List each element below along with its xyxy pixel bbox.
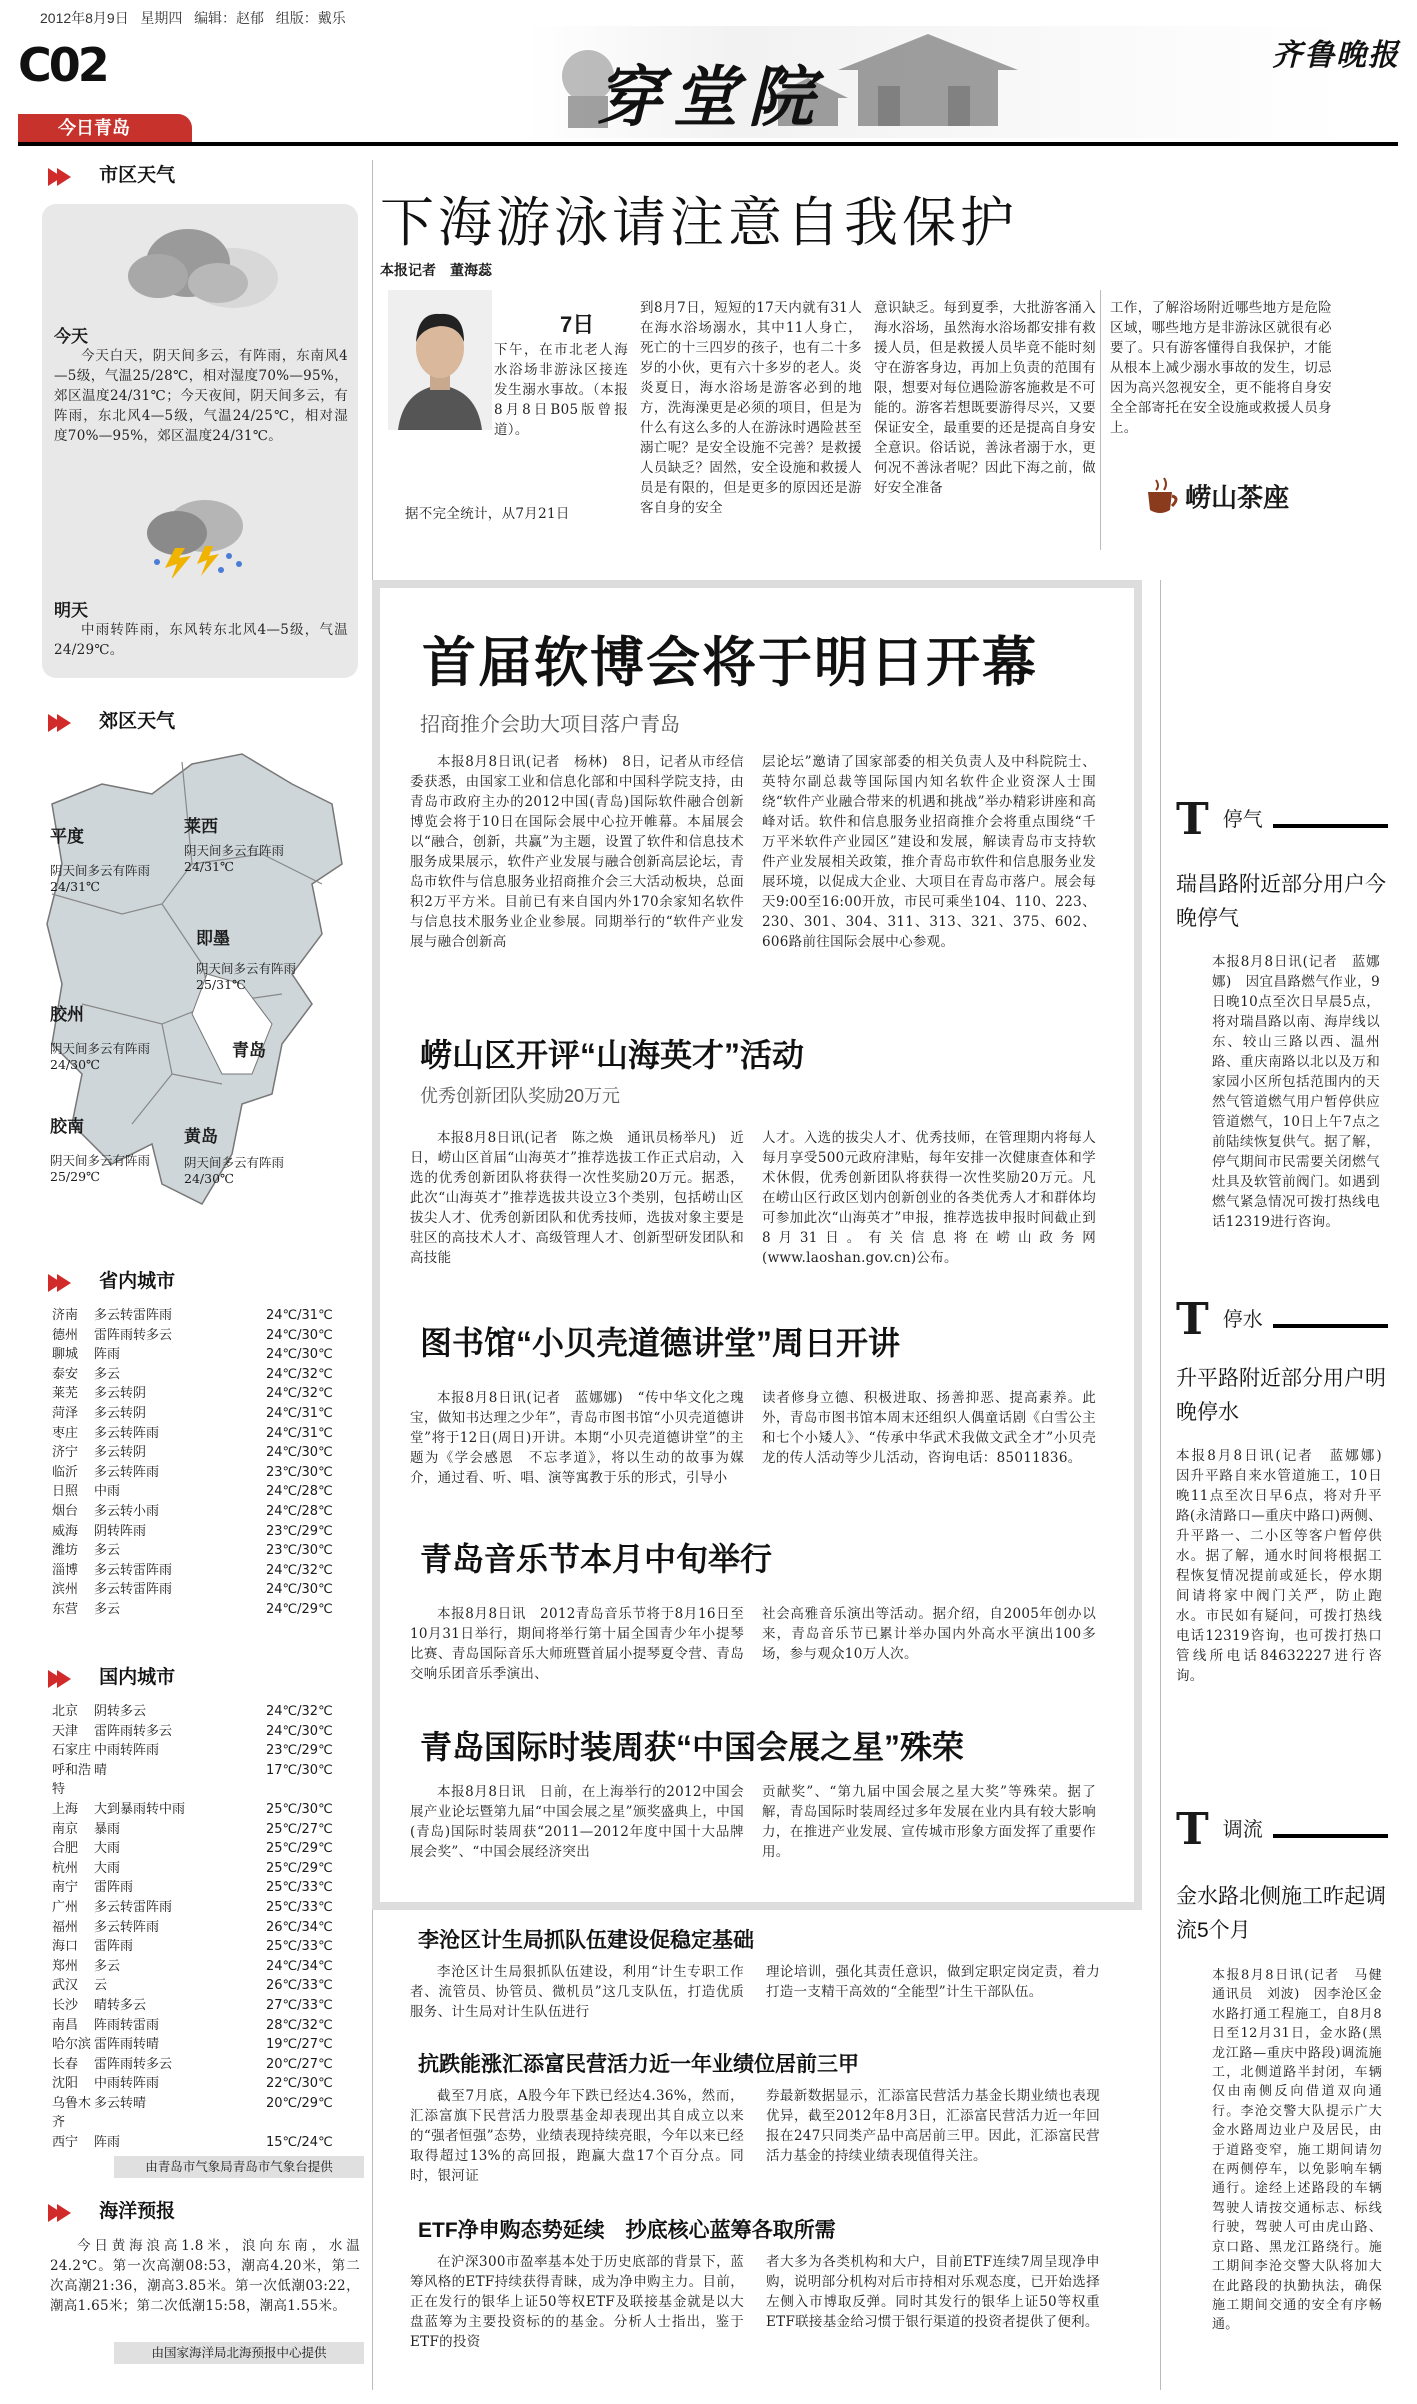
lead-title: 下海游泳请注意自我保护	[380, 193, 1018, 253]
art5-title: 青岛国际时装周获“中国会展之星”殊荣	[420, 1729, 965, 1765]
city-temp: 24℃/34℃	[266, 1958, 333, 1974]
city-temp: 24℃/30℃	[266, 1327, 333, 1343]
city-name: 菏泽	[52, 1405, 79, 1421]
city-weather: 多云转雷阵雨	[94, 1899, 173, 1915]
city-name: 福州	[52, 1919, 79, 1935]
ocean-heading: 海洋预报	[48, 2196, 175, 2223]
city-weather: 阵雨	[94, 2135, 121, 2151]
city-name: 西宁	[52, 2135, 79, 2151]
notice-traffic-text: 本报8月8日讯(记者 马健 通讯员 刘波) 因李沧区金水路打通工程施工，自8月8日至12月31日，金水路(黑龙江路—重庆中路段)调流施工，北侧道路半封闭，车辆仅由南侧反向借道双向通行。李沧交警大队提示广大金水路周边业户及居民，由于道路变窄，施工期间请勿在两侧停车，以免影响车辆通行。途经上述路段的车辆驾驶人请按交通标志、标线行驶，驾驶人可由虎山路、京口路、黑龙江路绕行。施工期间李沧交警大队将加大在此路段的执勤执法，确保施工期间交通的安全有序畅通。	[1212, 1968, 1396, 2333]
city-name: 沈阳	[52, 2076, 79, 2092]
city-temp: 23℃/29℃	[266, 1743, 333, 1759]
city-name: 泰安	[52, 1366, 79, 1382]
city-weather: 大到暴雨转中雨	[94, 1801, 186, 1817]
city-weather: 多云	[94, 1366, 121, 1382]
province-cities-table	[52, 1306, 352, 1620]
art4-title: 青岛音乐节本月中旬举行	[420, 1541, 773, 1577]
city-name: 淄博	[52, 1562, 79, 1578]
lead-dateline: 7日	[560, 312, 595, 337]
city-name: 烟台	[52, 1503, 79, 1519]
city-name: 上海	[52, 1801, 79, 1817]
art5-col1: 本报8月8日讯 日前，在上海举行的2012中国会展产业论坛暨第九届“中国会展之星”颁奖盛典上，中国(青岛)国际时装周获“2011—2012年度中国十大品牌展会奖”、“中国会展经济突出	[410, 1784, 744, 1860]
notice-gas-title: 瑞昌路附近部分用户今晚停气	[1176, 873, 1386, 930]
city-row	[52, 1839, 352, 1859]
city-weather: 多云转雷阵雨	[94, 1562, 173, 1578]
city-temp: 20℃/29℃	[266, 2095, 333, 2111]
city-weather: 大雨	[94, 1841, 121, 1857]
art5-col2: 贡献奖”、“第九届中国会展之星大奖”等殊荣。据了解，青岛国际时装周经过多年发展在业内具有较大影响力，在推进产业发展、宣传城市形象方面发挥了重要作用。	[762, 1784, 1096, 1860]
notice-traffic-title: 金水路北侧施工昨起调流5个月	[1176, 1885, 1386, 1942]
city-name: 石家庄	[52, 1743, 92, 1759]
city-name: 济宁	[52, 1445, 79, 1461]
city-name: 呼和浩特	[52, 1762, 92, 1798]
city-temp: 22℃/30℃	[266, 2076, 333, 2092]
art8-title: ETF净申购态势延续 抄底核心蓝筹各取所需	[418, 2219, 836, 2242]
lead-col2: 到8月7日，短短的17天内就有31人在海水浴场溺水，其中11人身亡，死亡的十三四岁的孩子，也有二十多岁的小伙，更有六十多岁的老人。炎炎夏日，海水浴场是游客必到的地方，洗海澡更是必须的项目，但是为什么有这么多的人在游泳时遇险甚至溺亡呢？是安全设施不完善？是救援人员缺乏？固然，安全设施和救援人员是有限的，但是更多的原因还是游客自身的安全	[640, 300, 862, 516]
city-temp: 24℃/30℃	[266, 1582, 333, 1598]
suburb-area-laixi: 莱西 阴天间多云有阵雨 24/31℃	[184, 817, 285, 874]
notice-water-text: 本报8月8日讯(记者 蓝娜娜) 因升平路自来水管道施工，10日晚11点至次日早6点，将对升平路(永清路口—重庆中路口)两侧、升平路一、二小区等客户暂停供水。据了解，通水时间将根据工程恢复情况提前或延长，停水期间请将家中阀门关严，防止跑水。市民如有疑问，可拨打热线电话12319咨询，也可拨打热口管线所电话84632227进行咨询。	[1176, 1448, 1396, 1684]
cloudy-icon	[118, 218, 288, 322]
city-weather: 云	[94, 1978, 108, 1994]
city-weather: 阵雨	[94, 1347, 121, 1363]
art1-subtitle: 招商推介会助大项目落户青岛	[420, 714, 680, 736]
city-weather: 阴转多云	[94, 1704, 147, 1719]
city-temp: 26℃/33℃	[266, 1978, 333, 1994]
arrow-icon	[57, 714, 71, 732]
city-name: 滨州	[52, 1582, 79, 1598]
art7-title: 抗跌能涨汇添富民营活力近一年业绩位居前三甲	[418, 2053, 859, 2076]
city-row	[52, 1918, 352, 1938]
city-temp: 25℃/33℃	[266, 1939, 333, 1955]
art6-title: 李沧区计生局抓队伍建设促稳定基础	[418, 1929, 754, 1952]
city-row	[52, 1722, 352, 1742]
city-temp: 24℃/29℃	[266, 1601, 333, 1617]
city-row	[52, 2016, 352, 2036]
domestic-cities-table	[52, 1702, 352, 2153]
ocean-source: 由国家海洋局北海预报中心提供	[114, 2342, 364, 2364]
city-name: 枣庄	[52, 1425, 79, 1441]
city-temp: 24℃/32℃	[266, 1366, 333, 1382]
city-weather: 暴雨	[94, 1821, 121, 1837]
lead-col1-tail: 据不完全统计，从7月21日	[405, 506, 570, 522]
art2-col2: 人才。入选的拔尖人才、优秀技师，在管理期内将每人每月享受500元政府津贴，每年安排一次健康查体和学术休假，优秀创新团队将获得一次性奖励20万元。凡在崂山区行政区划内创新创业的各类优秀人才和群体均可参加此次“山海英才”申报，推荐选拔申报时间截止到8月31日。有关信息将在崂山政务网(www.laoshan.gov.cn)公布。	[762, 1130, 1096, 1266]
thunderstorm-icon	[135, 488, 255, 582]
city-temp: 25℃/33℃	[266, 1899, 333, 1915]
city-weather: 晴转多云	[94, 1997, 147, 2013]
city-row	[52, 1306, 352, 1326]
art7-col2: 券最新数据显示，汇添富民营活力基金长期业绩也表现优异，截至2012年8月3日，汇添富民营活力近一年回报在247只同类产品中高居前三甲。因此，汇添富民营活力基金的持续业绩表现值得关注。	[766, 2088, 1100, 2164]
notice-gas-label: T 停气	[1176, 798, 1388, 842]
weather-source: 由青岛市气象局青岛市气象台提供	[114, 2156, 364, 2178]
city-weather: 多云转阵雨	[94, 1425, 160, 1441]
city-temp: 15℃/24℃	[266, 2135, 333, 2151]
city-row	[52, 2074, 352, 2094]
suburb-area-huangdao: 黄岛 阴天间多云有阵雨 24/30℃	[184, 1127, 285, 1186]
city-row	[52, 1522, 352, 1542]
city-weather: 多云转小雨	[94, 1503, 160, 1519]
today-weather-text: 今天白天，阴天间多云，有阵雨，东南风4—5级，气温25/28℃，相对湿度70%—95%，郊区温度24/31℃；今天夜间，阴天间多云，有阵雨，东北风4—5级，气温24/25℃，相对湿度70%—95%，郊区温度24/31℃。	[54, 348, 348, 444]
city-name: 天津	[52, 1723, 79, 1739]
notice-water-title: 升平路附近部分用户明晚停水	[1176, 1367, 1386, 1424]
notice-gas-text: 本报8月8日讯(记者 蓝娜娜) 因宜昌路燃气作业，9日晚10点至次日早晨5点，将对瑞昌路以南、海岸线以东、较山三路以西、温州路、重庆南路以北以及万和家园小区所包括范围内的天然气管道燃气用户暂停供应管道燃气，10日上午7点之前陆续恢复供气。据了解，停气期间市民需要关闭燃气灶具及软管前阀门。如遇到燃气紧急情况可拨打热线电话12319进行咨询。	[1212, 954, 1380, 1230]
city-row	[52, 1463, 352, 1483]
city-name: 南昌	[52, 2017, 79, 2033]
city-temp: 24℃/30℃	[266, 1723, 333, 1739]
city-temp: 25℃/29℃	[266, 1860, 333, 1876]
city-row	[52, 1878, 352, 1898]
city-name: 莱芜	[52, 1386, 79, 1402]
city-temp: 24℃/31℃	[266, 1425, 333, 1441]
city-weather: 多云转阵雨	[94, 1919, 160, 1935]
city-weather: 多云转雷阵雨	[94, 1308, 173, 1323]
city-weather: 雷阵雨转晴	[94, 2037, 160, 2053]
city-weather: 多云	[94, 1958, 121, 1974]
province-cities-heading: 省内城市	[48, 1266, 175, 1293]
city-temp: 24℃/30℃	[266, 1445, 333, 1461]
city-temp: 20℃/27℃	[266, 2056, 333, 2072]
city-weather: 多云转阵雨	[94, 1464, 160, 1480]
city-name: 乌鲁木齐	[52, 2095, 92, 2131]
city-temp: 24℃/32℃	[266, 1562, 333, 1578]
city-name: 长沙	[52, 1997, 79, 2013]
city-temp: 28℃/32℃	[266, 2017, 333, 2033]
city-row	[52, 1424, 352, 1444]
city-name: 海口	[52, 1939, 79, 1955]
city-temp: 25℃/30℃	[266, 1801, 333, 1817]
city-name: 日照	[52, 1484, 79, 1500]
notice-traffic-label: T 调流	[1176, 1808, 1388, 1852]
art1-col2: 层论坛”邀请了国家部委的相关负责人及中科院院士、英特尔副总裁等国际国内知名软件企业资深人士围绕“软件产业融合带来的机遇和挑战”举办精彩讲座和高峰对话。软件和信息服务业招商推介会将重点围绕“千万平米软件产业园区”建设和发展，解读青岛市支持软件产业发展相关政策，推介青岛市软件和信息服务业发展环境，以促成大企业、大项目在青岛市落户。展会每天9:00至16:00开放，市民可乘坐104、110、223、230、301、304、311、313、321、375、602、606路前往国际会展中心参观。	[762, 754, 1096, 950]
city-weather: 晴	[94, 1762, 108, 1778]
city-row	[52, 1326, 352, 1346]
city-weather: 多云	[94, 1601, 121, 1617]
city-name: 东营	[52, 1601, 79, 1617]
city-weather: 中雨转阵雨	[94, 2076, 160, 2092]
arrow-icon	[57, 2204, 71, 2222]
suburb-area-jiaozhou: 胶州 阴天间多云有阵雨 24/30℃	[50, 1005, 151, 1072]
city-temp: 24℃/28℃	[266, 1503, 333, 1519]
section-tab: 今日青岛	[18, 114, 192, 142]
city-weather: 雷阵雨	[94, 1939, 134, 1955]
city-row	[52, 1345, 352, 1365]
city-temp: 27℃/33℃	[266, 1997, 333, 2013]
lead-col3: 意识缺乏。每到夏季，大批游客涌入海水浴场，虽然海水浴场都安排有救援人员，但是救援人员毕竟不能时刻守在游客身边，再加上负责的范围有限，想要对每位遇险游客施救是不可能的。游客若想既要游得尽兴，又要保证安全，最重要的还是提高自身安全意识。俗话说，善泳者溺于水，更何况不善泳者呢？因此下海之前，做好安全准备	[874, 300, 1096, 496]
city-temp: 26℃/34℃	[266, 1919, 333, 1935]
city-name: 威海	[52, 1523, 79, 1539]
reporter-photo	[388, 290, 492, 430]
city-weather: 雷阵雨转多云	[94, 1723, 173, 1739]
city-row	[52, 1957, 352, 1977]
city-temp: 19℃/27℃	[266, 2037, 333, 2053]
city-row	[52, 2035, 352, 2055]
city-name: 南宁	[52, 1880, 79, 1896]
city-row	[52, 1976, 352, 1996]
city-weather: 多云转阴	[94, 1405, 147, 1421]
tomorrow-label: 明天	[54, 601, 88, 620]
city-temp: 24℃/32℃	[266, 1704, 333, 1719]
city-temp: 25℃/27℃	[266, 1821, 333, 1837]
city-row	[52, 1502, 352, 1522]
art4-col2: 社会高雅音乐演出等活动。据介绍，自2005年创办以来，青岛音乐节已累计举办国内外高水平演出100多场，参与观众10万人次。	[762, 1606, 1096, 1662]
suburb-weather-heading: 郊区天气	[48, 706, 175, 733]
city-name: 合肥	[52, 1841, 79, 1857]
city-row	[52, 1482, 352, 1502]
city-row	[52, 1761, 352, 1800]
page-number: C02	[18, 38, 107, 92]
masthead-rule	[18, 142, 1398, 146]
ocean-text: 今日黄海浪高1.8米，浪向东南，水温24.2℃。第一次高潮08:53，潮高4.20米，第二次高潮21:36，潮高3.85米。第一次低潮03:22，潮高1.65米；第二次低潮15:58，潮高1.55米。	[50, 2238, 360, 2314]
column-title: 穿堂院	[596, 58, 824, 136]
city-weather: 雷阵雨	[94, 1880, 134, 1896]
city-name: 广州	[52, 1899, 79, 1915]
city-weather: 多云转阴	[94, 1445, 147, 1461]
city-temp: 25℃/29℃	[266, 1841, 333, 1857]
city-name: 北京	[52, 1704, 79, 1719]
city-name: 武汉	[52, 1978, 79, 1994]
art1-col1: 本报8月8日讯(记者 杨林) 8日，记者从市经信委获悉，由国家工业和信息化部和中国科学院支持，由青岛市政府主办的2012中国(青岛)国际软件融合创新博览会将于10日在国际会展中心拉开帷幕。本届展会以“融合，创新，共赢”为主题，设置了软件和信息技术服务成果展示，软件产业发展与融合创新高层论坛，青岛市软件与信息服务业招商推介会三大活动板块，总面积2万平方米。目前已有来自国内外170余家知名软件与信息技术服务业企业参展。同期举行的“软件产业发展与融合创新高	[410, 754, 744, 950]
lead-col4: 工作，了解浴场附近哪些地方是危险区域，哪些地方是非游泳区就很有必要了。只有游客懂得自我保护，才能从根本上减少溺水事故的发生，切忌因为高兴忽视安全，更不能将自身安全全部寄托在安全设施或救援人员身上。	[1110, 300, 1332, 436]
city-row	[52, 1820, 352, 1840]
city-row	[52, 1580, 352, 1600]
city-row	[52, 1898, 352, 1918]
city-name: 德州	[52, 1327, 79, 1343]
city-row	[52, 1859, 352, 1879]
today-label: 今天	[54, 327, 88, 346]
city-temp: 24℃/31℃	[266, 1308, 333, 1323]
city-row	[52, 1384, 352, 1404]
city-temp: 24℃/31℃	[266, 1405, 333, 1421]
city-row	[52, 2133, 352, 2153]
city-weather-heading: 市区天气	[48, 160, 175, 187]
city-name: 长春	[52, 2056, 79, 2072]
art8-col1: 在沪深300市盈率基本处于历史底部的背景下，蓝筹风格的ETF持续获得青睐，成为净申购主力。目前，正在发行的银华上证50等权ETF及联接基金就是以大盘蓝筹为主要投资标的的基金。分析人士指出，鉴于ETF的投资	[410, 2254, 744, 2350]
city-row	[52, 2094, 352, 2133]
city-name: 哈尔滨	[52, 2037, 92, 2053]
lead-byline: 本报记者 董海蕊	[380, 262, 492, 278]
art4-col1: 本报8月8日讯 2012青岛音乐节将于8月16日至10月31日举行，期间将举行第十届全国青少年小提琴比赛、青岛国际音乐大师班暨首届小提琴夏令营、青岛交响乐团音乐季演出、	[410, 1606, 744, 1682]
art1-title: 首届软博会将于明日开幕	[422, 633, 1038, 693]
suburb-area-jiaonan: 胶南 阴天间多云有阵雨 25/29℃	[50, 1117, 151, 1184]
city-name: 济南	[52, 1308, 79, 1323]
arrow-icon	[57, 1274, 71, 1292]
masthead-info: 2012年8月9日 星期四 编辑：赵郁 组版：戴乐	[40, 10, 346, 26]
art2-title: 崂山区开评“山海英才”活动	[420, 1037, 805, 1073]
arrow-icon	[57, 1670, 71, 1688]
city-row	[52, 1541, 352, 1561]
art3-col2: 读者修身立德、积极进取、扬善抑恶、提高素养。此外，青岛市图书馆本周末还组织人偶童话剧《白雪公主和七个小矮人》、“传承中华武术我做文武全才”小贝壳龙的传人活动等少儿活动，咨询电话：85011836。	[762, 1390, 1096, 1466]
city-row	[52, 1996, 352, 2016]
domestic-cities-heading: 国内城市	[48, 1662, 175, 1689]
art2-col1: 本报8月8日讯(记者 陈之焕 通讯员杨举凡) 近日，崂山区首届“山海英才”推荐选拔工作正式启动，入选的优秀创新团队将获得一次性奖励20万元。据悉，此次“山海英才”推荐选拔共设立3个类别，包括崂山区拔尖人才、优秀创新团队和优秀技师，选拔对象主要是驻区的高技术人才、高级管理人才、创新型研发团队和高技能	[410, 1130, 744, 1266]
tea-column-logo: 崂山茶座	[1144, 476, 1289, 516]
city-weather: 雷阵雨转多云	[94, 2056, 173, 2072]
city-name: 聊城	[52, 1347, 79, 1363]
suburb-area-qingdao: 青岛	[232, 1041, 266, 1060]
city-row	[52, 1741, 352, 1761]
city-weather: 多云	[94, 1543, 121, 1559]
city-row	[52, 1800, 352, 1820]
art6-col2: 理论培训，强化其责任意识，做到定职定岗定责，着力打造一支精干高效的“全能型”计生干部队伍。	[766, 1964, 1100, 2000]
city-weather: 多云转晴	[94, 2095, 147, 2111]
lead-intro: 下午，在市北老人海水浴场非游泳区接连发生溺水事故。（本报8月8日B05版曾报道）。	[494, 342, 628, 438]
city-name: 南京	[52, 1821, 79, 1837]
city-temp: 17℃/30℃	[266, 1762, 333, 1778]
city-temp: 24℃/28℃	[266, 1484, 333, 1500]
city-row	[52, 1365, 352, 1385]
art3-col1: 本报8月8日讯(记者 蓝娜娜) “传中华文化之瑰宝，做知书达理之少年”，青岛市图书馆“小贝壳道德讲堂”将于12日(周日)开讲。本期“小贝壳道德讲堂”的主题为《学会感恩 不忘孝道》，将以生动的故事为媒介，通过看、听、唱、演等寓教于乐的形式，引导小	[410, 1390, 744, 1486]
city-row	[52, 1600, 352, 1620]
art7-col1: 截至7月底，A股今年下跌已经达4.36%，然而，汇添富旗下民营活力股票基金却表现出其自成立以来的“强者恒强”态势，业绩表现持续亮眼，今年以来已经取得超过13%的高回报，跑赢大盘17个百分点。同时，银河证	[410, 2088, 744, 2184]
city-weather: 阴转阵雨	[94, 1523, 147, 1539]
city-temp: 23℃/30℃	[266, 1543, 333, 1559]
art2-subtitle: 优秀创新团队奖励20万元	[420, 1086, 621, 1106]
column-divider	[1160, 580, 1161, 2390]
city-weather: 多云转雷阵雨	[94, 1582, 173, 1598]
tomorrow-weather-text: 中雨转阵雨，东风转东北风4—5级，气温24/29℃。	[54, 622, 348, 658]
city-weather: 中雨转阵雨	[94, 1743, 160, 1759]
art6-col1: 李沧区计生局狠抓队伍建设，利用“计生专职工作者、流管员、协管员、微机员”这几支队伍，打造优质服务、计生局对计生队伍进行	[410, 1964, 744, 2020]
city-name: 潍坊	[52, 1543, 79, 1559]
city-temp: 24℃/30℃	[266, 1347, 333, 1363]
city-weather: 多云转阴	[94, 1386, 147, 1402]
city-row	[52, 1404, 352, 1424]
city-temp: 25℃/33℃	[266, 1880, 333, 1896]
city-name: 杭州	[52, 1860, 79, 1876]
city-row	[52, 1937, 352, 1957]
city-weather: 大雨	[94, 1860, 121, 1876]
suburb-area-pingdu: 平度 阴天间多云有阵雨 24/31℃	[50, 827, 151, 894]
city-row	[52, 1561, 352, 1581]
suburb-area-jimo: 即墨 阴天间多云有阵雨 25/31℃	[196, 929, 297, 992]
city-temp: 23℃/30℃	[266, 1464, 333, 1480]
paper-name-logo: 齐鲁晚报	[1272, 38, 1400, 73]
city-row	[52, 1443, 352, 1463]
notice-water-label: T 停水	[1176, 1298, 1388, 1342]
city-weather: 阵雨转雷雨	[94, 2017, 160, 2033]
city-temp: 23℃/29℃	[266, 1523, 333, 1539]
column-divider	[1100, 290, 1101, 550]
city-row	[52, 2055, 352, 2075]
city-weather: 中雨	[94, 1484, 121, 1500]
city-name: 郑州	[52, 1958, 79, 1974]
art3-title: 图书馆“小贝壳道德讲堂”周日开讲	[420, 1325, 901, 1361]
city-row	[52, 1702, 352, 1722]
city-weather: 雷阵雨转多云	[94, 1327, 173, 1343]
art8-col2: 者大多为各类机构和大户，目前ETF连续7周呈现净申购，说明部分机构对后市持相对乐观态度，已开始选择左侧入市博取反弹。同时其发行的银华上证50等权重ETF联接基金给习惯于银行渠道的投资者提供了便利。	[766, 2254, 1100, 2330]
city-name: 临沂	[52, 1464, 79, 1480]
city-temp: 24℃/32℃	[266, 1386, 333, 1402]
arrow-icon	[57, 168, 71, 186]
